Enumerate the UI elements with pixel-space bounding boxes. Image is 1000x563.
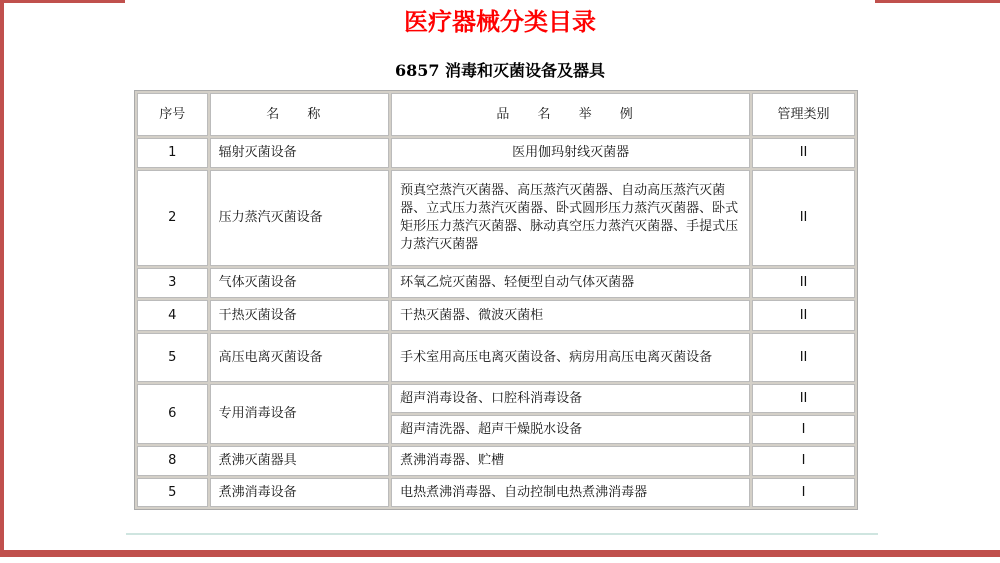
table-title: 6857 消毒和灭菌设备及器具 — [394, 61, 606, 80]
row-no: 8 — [137, 446, 208, 476]
row-class: I — [752, 415, 855, 444]
row-name: 高压电离灭菌设备 — [210, 333, 390, 382]
row-no: 5 — [137, 333, 208, 382]
frame-left — [0, 0, 4, 556]
header-class: 管理类别 — [752, 93, 855, 136]
row-no: 1 — [137, 138, 208, 168]
row-name: 气体灭菌设备 — [210, 268, 390, 298]
row-class: II — [752, 268, 855, 298]
table-row — [137, 170, 855, 266]
row-name: 干热灭菌设备 — [210, 300, 390, 331]
frame-top-left — [0, 0, 125, 3]
frame-top-right — [875, 0, 1000, 3]
row-no: 5 — [137, 478, 208, 507]
table-row — [137, 268, 855, 298]
row-class: II — [752, 300, 855, 331]
row-examples: 医用伽玛射线灭菌器 — [391, 138, 750, 168]
row-class: I — [752, 446, 855, 476]
row-examples: 手术室用高压电离灭菌设备、病房用高压电离灭菌设备 — [391, 333, 750, 382]
row-examples: 超声清洗器、超声干燥脱水设备 — [391, 415, 750, 444]
row-no: 6 — [137, 384, 208, 444]
table-row — [137, 446, 855, 476]
header-examples: 品 名 举 例 — [391, 93, 750, 136]
row-name: 压力蒸汽灭菌设备 — [210, 170, 390, 266]
frame-bottom — [0, 550, 1000, 557]
row-examples: 环氧乙烷灭菌器、轻便型自动气体灭菌器 — [391, 268, 750, 298]
row-name: 煮沸灭菌器具 — [210, 446, 390, 476]
row-class: II — [752, 333, 855, 382]
header-row — [137, 93, 855, 136]
row-examples: 煮沸消毒器、贮槽 — [391, 446, 750, 476]
row-class: II — [752, 384, 855, 413]
row-examples: 超声消毒设备、口腔科消毒设备 — [391, 384, 750, 413]
row-examples: 干热灭菌器、微波灭菌柜 — [391, 300, 750, 331]
row-examples: 预真空蒸汽灭菌器、高压蒸汽灭菌器、自动高压蒸汽灭菌器、立式压力蒸汽灭菌器、卧式圆形压力蒸汽灭菌器、卧式矩形压力蒸汽灭菌器、脉动真空压力蒸汽灭菌器、手提式压力蒸汽灭菌器 — [391, 170, 750, 266]
row-examples: 电热煮沸消毒器、自动控制电热煮沸消毒器 — [391, 478, 750, 507]
row-class: II — [752, 138, 855, 168]
table-row — [137, 300, 855, 331]
header-name: 名 称 — [210, 93, 390, 136]
table-row — [137, 138, 855, 168]
divider-line — [126, 533, 878, 535]
row-no: 2 — [137, 170, 208, 266]
row-no: 4 — [137, 300, 208, 331]
row-name: 专用消毒设备 — [210, 384, 390, 444]
row-name: 辐射灭菌设备 — [210, 138, 390, 168]
header-no: 序号 — [137, 93, 208, 136]
row-name: 煮沸消毒设备 — [210, 478, 390, 507]
row-class: II — [752, 170, 855, 266]
table-row — [137, 333, 855, 382]
table-row — [137, 478, 855, 507]
row-class: I — [752, 478, 855, 507]
catalog-table — [134, 90, 858, 510]
page-title: 医疗器械分类目录 — [404, 7, 596, 36]
table-row — [137, 384, 855, 413]
row-no: 3 — [137, 268, 208, 298]
